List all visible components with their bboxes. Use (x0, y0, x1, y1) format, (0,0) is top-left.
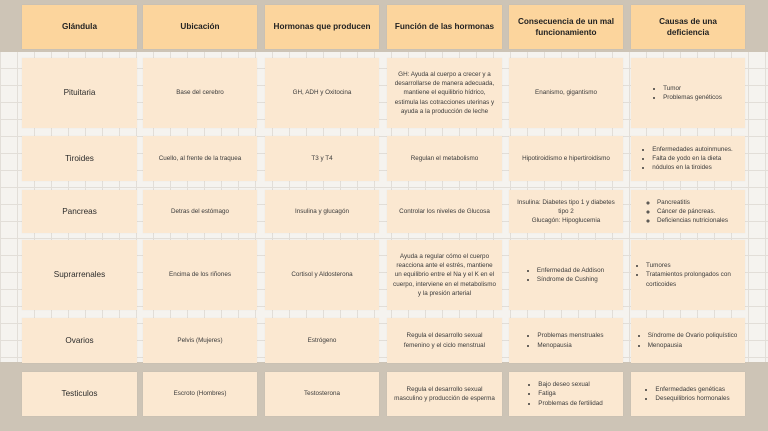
consequence-cell (509, 240, 623, 310)
consequence-cell (509, 58, 623, 128)
gland-name: Testiculos (22, 372, 137, 416)
cause-item: • Falta de yodo en la dieta (652, 154, 733, 163)
consequence-item: • Fatiga (538, 389, 602, 398)
consequence-cell (509, 190, 623, 233)
consequence-item: • Bajo deseo sexual (538, 380, 602, 389)
consequence-text: Insulina: Diabetes tipo 1 y diabetes tipo 2 (517, 198, 615, 215)
cause-item: • Tratamientos prolongados con corticoides (646, 270, 739, 288)
location-cell: Encima de los riñones (143, 240, 257, 310)
causes-cell (631, 372, 745, 416)
consequence-item: • Problemas menstruales (537, 331, 603, 340)
causes-cell (631, 58, 745, 128)
consequence-item: • Síndrome de Cushing (537, 275, 604, 284)
causes-cell (631, 318, 745, 363)
consequence-cell (509, 372, 623, 416)
gland-name: Pituitaria (22, 58, 137, 128)
consequence-item: • Problemas de fertilidad (538, 399, 602, 408)
causes-cell (631, 190, 745, 233)
header-causas: Causas de una deficiencia (631, 5, 745, 49)
function-cell: Regula el desarrollo sexual femenino y el ciclo menstrual (387, 318, 502, 363)
consequence-text: Glucagón: Hipoglucemia (531, 217, 601, 225)
cause-item: • Tumor (663, 84, 722, 93)
function-cell: Controlar los niveles de Glucosa (387, 190, 502, 233)
header-ubicacion: Ubicación (143, 5, 257, 49)
location-cell: Detras del estómago (143, 190, 257, 233)
hormones-cell: T3 y T4 (265, 136, 379, 181)
hormones-cell: Insulina y glucagón (265, 190, 379, 233)
cause-item: • Enfermedades genéticas (655, 385, 729, 394)
consequence-cell (509, 136, 623, 181)
header-glandula: Glándula (22, 5, 137, 49)
header-funcion: Función de las hormonas (387, 5, 502, 49)
cause-item: • Desequilibrios hormonales (655, 394, 729, 403)
gland-name: Pancreas (22, 190, 137, 233)
hormones-cell: GH, ADH y Oxitocina (265, 58, 379, 128)
header-hormonas: Hormonas que producen (265, 5, 379, 49)
header-consecuencia: Consecuencia de un mal funcionamiento (509, 5, 623, 49)
consequence-item: • Menopausia (537, 341, 603, 350)
causes-cell (631, 136, 745, 181)
gland-name: Ovarios (22, 318, 137, 363)
consequence-item: • Enfermedad de Addison (537, 266, 604, 275)
consequence-text: Enanismo, gigantismo (535, 89, 597, 97)
location-cell: Base del cerebro (143, 58, 257, 128)
cause-item: ◦ Cáncer de páncreas. (657, 207, 728, 216)
function-cell: GH: Ayuda al cuerpo a crecer y a desarrollarse de manera adecuada, mantiene el equilibrio hídrico, estimula las cotracciones uterinas y ayuda a la producción de leche (387, 58, 502, 128)
function-cell: Regula el desarrollo sexual masculino y producción de esperma (387, 372, 502, 416)
consequence-text: Hipotiroidismo e hipertiroidismo (522, 154, 610, 162)
cause-item: • Problemas genéticos (663, 93, 722, 102)
cause-item: ◦ Pancreatitis (657, 198, 728, 207)
causes-cell (631, 240, 745, 310)
hormones-cell: Cortisol y Aldosterona (265, 240, 379, 310)
cause-item: • nódulos en la tiroides (652, 163, 733, 172)
location-cell: Cuello, al frente de la traquea (143, 136, 257, 181)
consequence-cell (509, 318, 623, 363)
gland-name: Suprarrenales (22, 240, 137, 310)
cause-item: • Síndrome de Ovario poliquístico (648, 331, 738, 340)
hormones-cell: Testosterona (265, 372, 379, 416)
function-cell: Regulan el metabolismo (387, 136, 502, 181)
cause-item: • Menopausia (648, 341, 738, 350)
hormones-cell: Estrógeno (265, 318, 379, 363)
cause-item: • Enfermedades autoinmunes. (652, 145, 733, 154)
function-cell: Ayuda a regular cómo el cuerpo reacciona ante el estrés, mantiene un equilibrio entre el Na y el K en el cuerpo, interviene en el metabolismo y la presión arterial (387, 240, 502, 310)
cause-item: • Tumores (646, 261, 739, 270)
location-cell: Escroto (Hombres) (143, 372, 257, 416)
gland-name: Tiroides (22, 136, 137, 181)
cause-item: ◦ Deficiencias nutricionales (657, 216, 728, 225)
location-cell: Pelvis (Mujeres) (143, 318, 257, 363)
